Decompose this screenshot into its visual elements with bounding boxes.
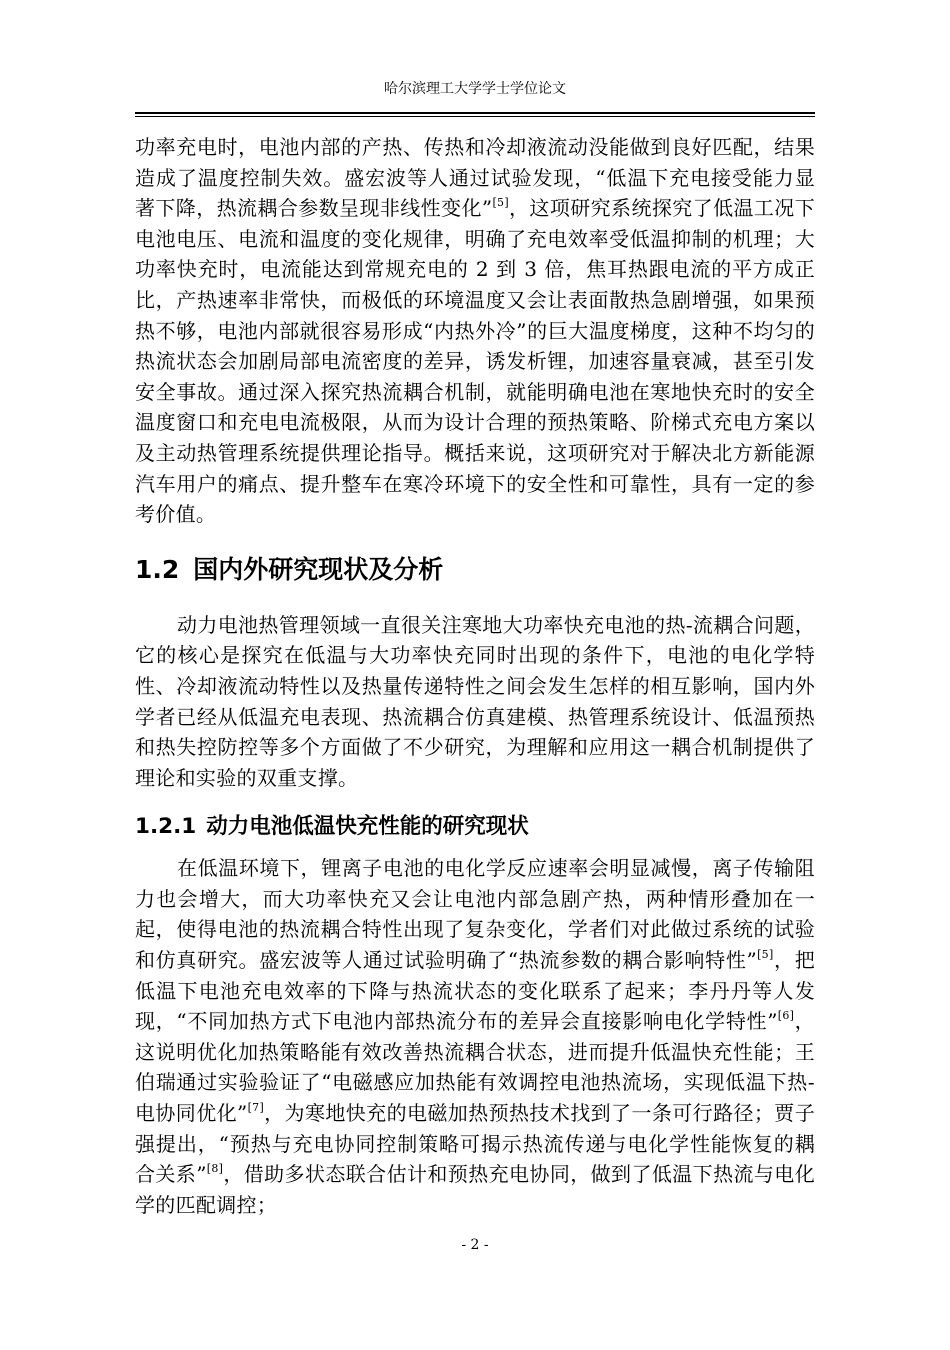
- subsection-number: 1.2.1: [135, 814, 197, 840]
- header-rule-thin: [135, 116, 815, 117]
- section-number: 1.2: [135, 554, 180, 584]
- section-heading-1-2: [135, 552, 815, 588]
- page-number: - 2 -: [461, 1237, 489, 1253]
- header-rule-thick: [135, 112, 815, 114]
- citation-ref: [6]: [777, 1009, 795, 1023]
- citation-ref: [7]: [247, 1101, 265, 1115]
- text-run: ，这项研究系统探究了低温工况下电池电压、电流和温度的变化规律，明确了充电效率受低温抑制的机理；大功率快充时，电流能达到常规充电的 2 到 3 倍，焦耳热跟电流的平方成正比，产热速率非常快，而极低的环境温度又会让表面散热急剧增强，如果预热不够，电池内部就很容易形成“内热外冷”的巨大温度梯度，这种不均匀的热流状态会加剧局部电流密度的差异，诱发析锂，加速容量衰减，甚至引发安全事故。通过深入探究热流耦合机制，就能明确电池在寒地快充时的安全温度窗口和充电电流极限，从而为设计合理的预热策略、阶梯式充电方案以及主动热管理系统提供理论指导。概括来说，这项研究对于解决北方新能源汽车用户的痛点、提升整车在寒冷环境下的安全性和可靠性，具有一定的参考价值。: [135, 196, 816, 527]
- paragraph-overview: 动力电池热管理领域一直很关注寒地大功率快充电池的热-流耦合问题，它的核心是探究在低温与大功率快充同时出现的条件下，电池的电化学特性、冷却液流动特性以及热量传递特性之间会发生怎样的相互影响，国内外学者已经从低温充电表现、热流耦合仿真建模、热管理系统设计、低温预热和热失控防控等多个方面做了不少研究，为理解和应用这一耦合机制提供了理论和实验的双重支撑。: [135, 612, 815, 790]
- text-run: ，把低温下电池充电效率的下降与热流状态的变化联系了起来；李丹丹等人发现，“不同加热方式下电池内部热流分布的差异会直接影响电化学特性”: [135, 948, 816, 1034]
- paragraph-continued: [135, 132, 815, 530]
- text-run: ，借助多状态联合估计和预热充电协同，做到了低温下热流与电化学的匹配调控；: [135, 1162, 815, 1217]
- text-run: ，这说明优化加热策略能有效改善热流耦合状态，进而提升低温快充性能；王伯瑞通过实验验证了“电磁感应加热能有效调控电池热流场，实现低温下热-电协同优化”: [135, 1009, 815, 1126]
- text-run: 功率充电时，电池内部的产热、传热和冷却液流动没能做到良好匹配，结果造成了温度控制失效。盛宏波等人通过试验发现，“低温下充电接受能力显著下降，热流耦合参数呈现非线性变化”: [135, 135, 815, 221]
- citation-ref: [5]: [757, 948, 774, 962]
- text-run: 在低温环境下，锂离子电池的电化学反应速率会明显减慢，离子传输阻力也会增大，而大功率快充又会让电池内部急剧产热，两种情形叠加在一起，使得电池的热流耦合特性出现了复杂变化，学者们对此做过系统的试验和仿真研究。盛宏波等人通过试验明确了“热流参数的耦合影响特性”: [135, 856, 815, 973]
- paragraph-low-temp-research: [135, 853, 815, 1220]
- subsection-heading-1-2-1: [135, 811, 815, 843]
- subsection-title: 动力电池低温快充性能的研究现状: [206, 814, 529, 840]
- section-title: 国内外研究现状及分析: [193, 554, 444, 584]
- citation-ref: [8]: [206, 1162, 224, 1176]
- citation-ref: [5]: [492, 196, 509, 210]
- running-header: 哈尔滨理工大学学士学位论文: [384, 81, 566, 97]
- body-text: [135, 132, 815, 1220]
- text-run: ，为寒地快充的电磁加热预热技术找到了一条可行路径；贾子强提出，“预热与充电协同控制策略可揭示热流传递与电化学性能恢复的耦合关系”: [135, 1101, 815, 1187]
